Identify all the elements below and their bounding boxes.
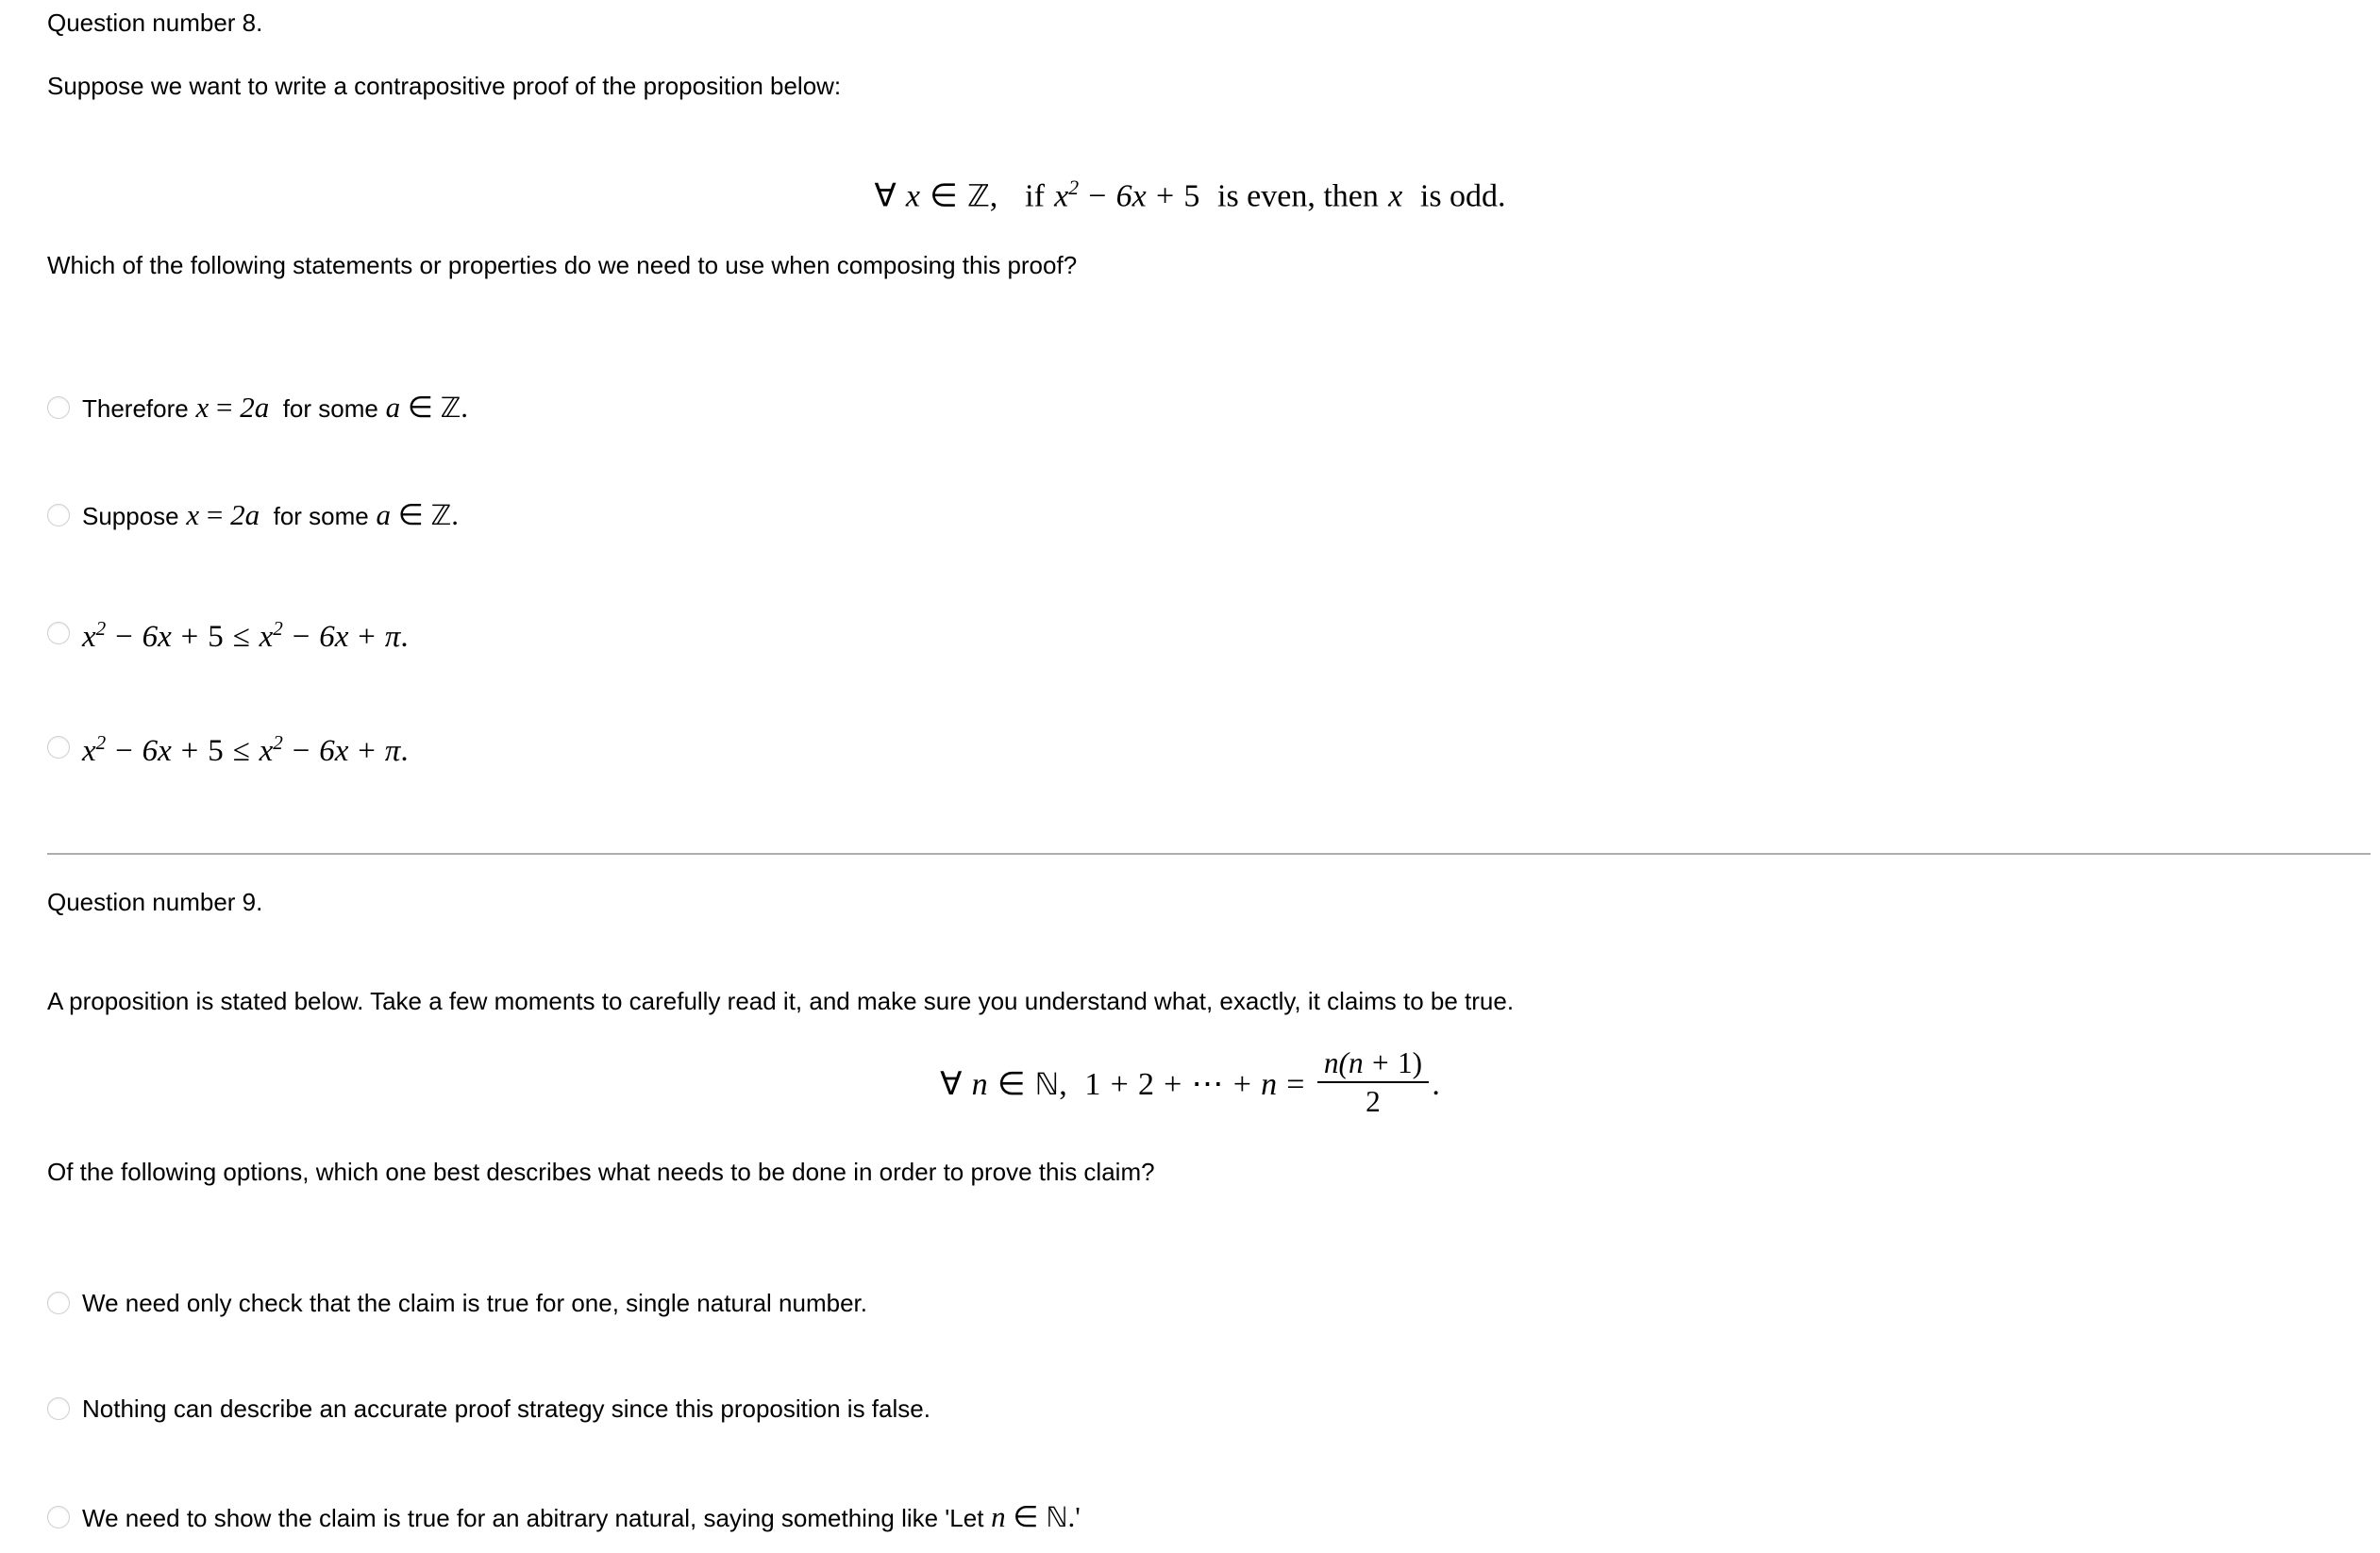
inequality-left-base: x (82, 734, 96, 768)
radio-button-icon[interactable] (47, 504, 70, 526)
forall-symbol: ∀ (940, 1067, 963, 1103)
element-of-symbol: ∈ (1013, 1500, 1039, 1533)
question-8-option-2[interactable] (47, 498, 459, 532)
option-lead-text: Suppose (82, 502, 179, 530)
question-8-intro: Suppose we want to write a contrapositive proof of the proposition below: (47, 72, 842, 100)
number-one: 1 (1084, 1067, 1101, 1103)
is-odd-text: is odd. (1419, 178, 1506, 214)
fraction-numerator (1317, 1047, 1429, 1081)
option-lead-text: We need to show the claim is true for an abitrary natural, saying something like 'Let (82, 1504, 984, 1532)
question-9-option-2[interactable] (47, 1394, 930, 1424)
question-8-proposition (0, 176, 2380, 214)
option-label: Nothing can describe an accurate proof strategy since this proposition is false. (82, 1394, 930, 1423)
question-8-option-1[interactable] (47, 391, 468, 425)
variable-n-last: n (1261, 1067, 1278, 1103)
fraction (1317, 1047, 1429, 1118)
option-label (82, 391, 468, 425)
inequality-left-base: x (82, 620, 96, 654)
equals-sign: = (216, 391, 233, 424)
question-8-option-4[interactable] (47, 726, 409, 768)
term-6x: 6x (319, 620, 349, 654)
inequality-right-base: x (259, 620, 274, 654)
option-label: We need only check that the claim is true for one, single natural number. (82, 1289, 867, 1317)
minus-sign: − (115, 734, 133, 768)
plus-sign: + (1155, 178, 1175, 214)
constant-five: 5 (208, 620, 224, 654)
inequality-right-base: x (259, 734, 274, 768)
section-divider (47, 853, 2371, 855)
option-label (82, 1500, 1081, 1534)
minus-sign: − (292, 734, 310, 768)
variable-a: a (385, 391, 401, 424)
exponent-two: 2 (1068, 176, 1080, 199)
minus-sign: − (1088, 178, 1107, 214)
term-6x: 6x (142, 734, 172, 768)
period: . (451, 498, 459, 531)
variable-n: n (971, 1067, 988, 1103)
plus-sign: + (358, 620, 376, 654)
ellipsis: ⋯ (1191, 1067, 1224, 1103)
option-trail-text: for some (282, 394, 378, 423)
variable-x: x (905, 178, 920, 214)
comma: , (989, 178, 998, 214)
expression-2a: 2a (230, 498, 260, 531)
period-quote: .' (1067, 1500, 1081, 1533)
question-9-option-1[interactable] (47, 1288, 867, 1318)
question-9-header: Question number 9. (47, 888, 263, 916)
variable-x: x (186, 498, 200, 531)
option-lead-text: Therefore (82, 394, 189, 423)
option-label (82, 611, 409, 654)
radio-button-icon[interactable] (47, 1292, 70, 1314)
less-than-or-equal-sign: ≤ (232, 620, 250, 654)
element-of-symbol: ∈ (997, 1067, 1026, 1103)
question-9-proposition (0, 1047, 2380, 1118)
numerator-one-close-paren: 1) (1398, 1046, 1423, 1079)
period: . (400, 620, 409, 654)
variable-n: n (991, 1500, 1006, 1533)
pi-symbol: π (384, 734, 401, 768)
radio-button-icon[interactable] (47, 396, 70, 419)
period: . (400, 734, 409, 768)
plus-sign: + (180, 734, 199, 768)
naturals-set-symbol: ℕ (1046, 1501, 1068, 1533)
option-label (82, 498, 459, 532)
integers-set-symbol: ℤ (440, 392, 461, 424)
constant-five: 5 (1183, 178, 1200, 214)
question-8-prompt: Which of the following statements or properties do we need to use when composing this proof? (47, 251, 1078, 279)
minus-sign: − (115, 620, 133, 654)
exponent-two: 2 (273, 731, 283, 754)
fraction-denominator: 2 (1366, 1084, 1381, 1118)
period: . (461, 391, 469, 424)
question-9-prompt: Of the following options, which one best describes what needs to be done in order to prove this claim? (47, 1158, 1155, 1186)
option-label (82, 726, 409, 768)
plus-sign: + (180, 620, 199, 654)
less-than-or-equal-sign: ≤ (232, 734, 250, 768)
option-trail-text: for some (273, 502, 369, 530)
plus-sign: + (1110, 1067, 1129, 1103)
plus-sign: + (1371, 1046, 1389, 1079)
integers-set-symbol: ℤ (966, 177, 990, 214)
radio-button-icon[interactable] (47, 736, 70, 759)
pi-symbol: π (384, 620, 401, 654)
variable-a: a (376, 498, 392, 531)
question-9-intro: A proposition is stated below. Take a few moments to carefully read it, and make sure you understand what, exactly, it claims to be true. (47, 987, 1515, 1015)
equals-sign: = (1286, 1067, 1305, 1103)
element-of-symbol: ∈ (397, 498, 424, 531)
plus-sign: + (358, 734, 376, 768)
is-even-then-text: is even, then (1217, 178, 1379, 214)
term-6x: 6x (142, 620, 172, 654)
plus-sign: + (1232, 1067, 1251, 1103)
variable-x: x (195, 391, 210, 424)
radio-button-icon[interactable] (47, 1397, 70, 1420)
expression-base: x (1054, 178, 1069, 214)
radio-button-icon[interactable] (47, 1506, 70, 1528)
exponent-two: 2 (95, 617, 107, 640)
if-keyword: if (1025, 178, 1045, 214)
element-of-symbol: ∈ (407, 391, 433, 424)
constant-five: 5 (208, 734, 224, 768)
question-9-option-3[interactable] (47, 1500, 1081, 1534)
question-8-option-3[interactable] (47, 611, 409, 654)
plus-sign: + (1164, 1067, 1182, 1103)
term-6x: 6x (1115, 178, 1147, 214)
question-8-header: Question number 8. (47, 8, 263, 37)
exponent-two: 2 (95, 731, 107, 754)
integers-set-symbol: ℤ (430, 499, 452, 531)
exponent-two: 2 (273, 617, 283, 640)
equals-sign: = (206, 498, 224, 531)
minus-sign: − (292, 620, 310, 654)
variable-x-second: x (1388, 178, 1403, 214)
term-6x: 6x (319, 734, 349, 768)
expression-2a: 2a (240, 391, 270, 424)
naturals-set-symbol: ℕ (1034, 1066, 1060, 1103)
comma: , (1059, 1067, 1067, 1103)
radio-button-icon[interactable] (47, 622, 70, 644)
element-of-symbol: ∈ (930, 178, 958, 214)
number-two: 2 (1137, 1067, 1154, 1103)
period: . (1432, 1067, 1440, 1103)
numerator-n-open-paren: n(n (1323, 1046, 1364, 1079)
forall-symbol: ∀ (874, 178, 897, 214)
